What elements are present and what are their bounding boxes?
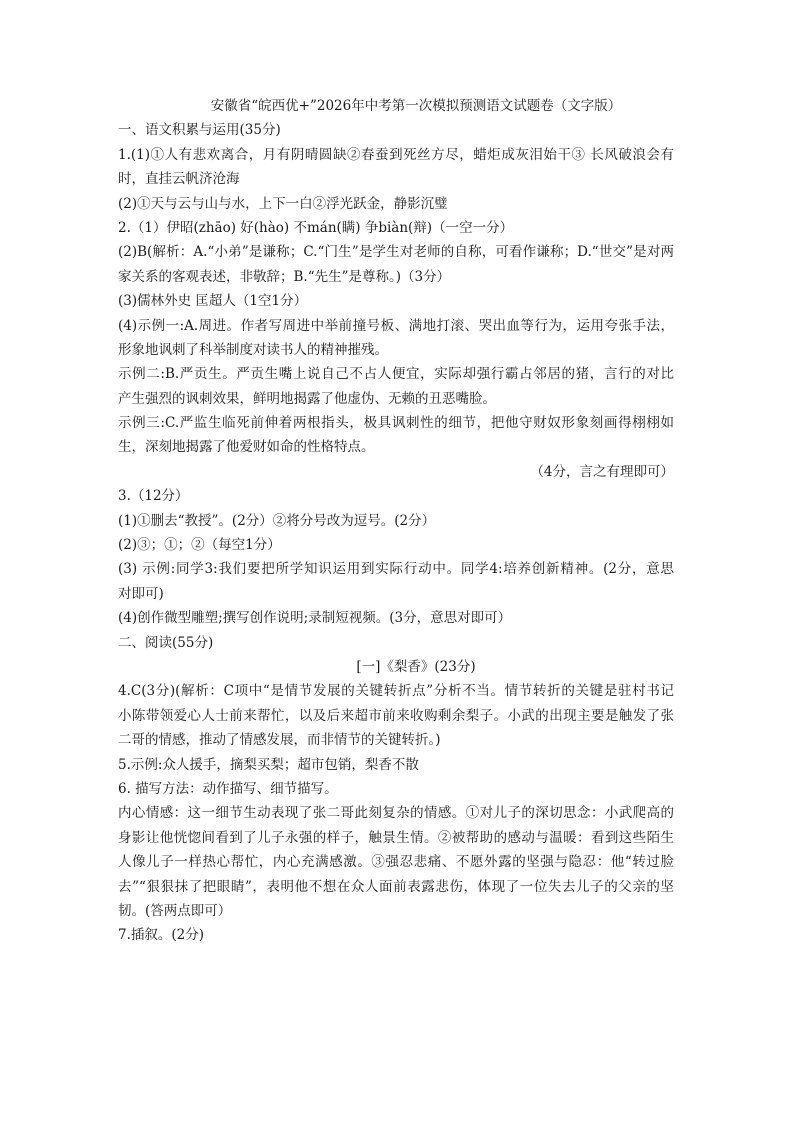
answer-line: 小陈带领爱心人士前来帮忙，以及后来超市前来收购剩余梨子。小武的出现主要是触发了张 bbox=[118, 707, 674, 724]
answer-line: (4)示例一:A.周进。作者写周进中举前撞号板、满地打滚、哭出血等行为，运用夸张手法， bbox=[118, 317, 674, 334]
answer-line: 示例二:B.严贡生。严贡生嘴上说自己不占人便宜，实际却强行霸占邻居的猪，言行的对比 bbox=[118, 366, 674, 383]
answer-line: 内心情感：这一细节生动表现了张二哥此刻复杂的情感。①对儿子的深切思念：小武爬高的 bbox=[118, 805, 674, 822]
answer-line: 2.（1）伊昭(zhāo) 好(hào) 不mán(瞒) 争biàn(辩)（一空一分） bbox=[118, 219, 514, 236]
document-title: 安徽省“皖西优+”2026年中考第一次模拟预测语文试题卷（文字版） bbox=[210, 98, 622, 114]
answer-line: (2)B(解析：A.“小弟”是谦称；C.“门生”是学生对老师的自称，可看作谦称；D.“世交”是对两 bbox=[118, 244, 674, 261]
section-heading: 二、阅读(55分) bbox=[118, 634, 214, 651]
answer-line: 对即可) bbox=[118, 585, 164, 602]
answer-line: (3)儒林外史 匡超人（1空1分） bbox=[118, 293, 308, 310]
answer-line: 4.C(3分)(解析：C项中“是情节发展的关键转折点”分析不当。情节转折的关键是驻村书记 bbox=[118, 683, 674, 700]
answer-line: 韧。(答两点即可） bbox=[118, 902, 232, 919]
passage-subtitle: [一]《梨香》(23分) bbox=[356, 658, 476, 675]
answer-line: (2)①天与云与山与水，上下一白②浮光跃金，静影沉璧 bbox=[118, 195, 448, 212]
answer-line: 1.(1)①人有悲欢离合，月有阴晴圆缺②春蚕到死丝方尽，蜡炬成灰泪始干③ 长风破浪会有 bbox=[118, 146, 674, 163]
answer-line: (3) 示例:同学3:我们要把所学知识运用到实际行动中。同学4:培养创新精神。(2分，意思 bbox=[118, 561, 674, 578]
answer-line: 人像儿子一样热心帮忙，内心充满感激。③强忍悲痛、不愿外露的坚强与隐忍：他“转过脸 bbox=[118, 854, 674, 871]
score-note: （4分，言之有理即可） bbox=[530, 463, 674, 480]
document-body bbox=[118, 94, 674, 948]
section-heading: 一、语文积累与运用(35分) bbox=[118, 122, 281, 139]
answer-line: 家关系的客观表述，非敬辞；B.“先生”是尊称。)（3分） bbox=[118, 268, 451, 285]
answer-line: (1)①删去“教授”。(2分）②将分号改为逗号。(2分） bbox=[118, 512, 436, 529]
answer-line: 形象地讽刺了科举制度对读书人的精神摧残。 bbox=[118, 341, 388, 358]
answer-line: 产生强烈的讽刺效果，鲜明地揭露了他虚伪、无赖的丑恶嘴脸。 bbox=[118, 390, 496, 407]
answer-line: 6. 描写方法：动作描写、细节描写。 bbox=[118, 780, 338, 797]
answer-line: 示例三:C.严监生临死前伸着两根指头，极具讽刺性的细节，把他守财奴形象刻画得栩栩如 bbox=[118, 415, 674, 432]
answer-line: 身影让他恍惚间看到了儿子永强的样子，触景生情。②被帮助的感动与温暖：看到这些陌生 bbox=[118, 829, 674, 846]
answer-line: 7.插叙。(2分) bbox=[118, 927, 205, 944]
answer-line: 5.示例:众人援手，摘梨买梨；超市包销，梨香不散 bbox=[118, 756, 419, 773]
answer-line: 二哥的情感，推动了情感发展，而非情节的关键转折。) bbox=[118, 732, 441, 749]
answer-line: 时，直挂云帆济沧海 bbox=[118, 171, 240, 188]
answer-line: 3.（12分） bbox=[118, 488, 189, 505]
answer-line: (2)③；①；②（每空1分） bbox=[118, 537, 281, 554]
answer-line: 去”“狠狠抹了把眼睛”，表明他不想在众人面前表露悲伤，体现了一位失去儿子的父亲的坚 bbox=[118, 878, 674, 895]
answer-line: 生，深刻地揭露了他爱财如命的性格特点。 bbox=[118, 439, 375, 456]
answer-line: (4)创作微型雕塑;撰写创作说明;录制短视频。(3分，意思对即可） bbox=[118, 610, 512, 627]
